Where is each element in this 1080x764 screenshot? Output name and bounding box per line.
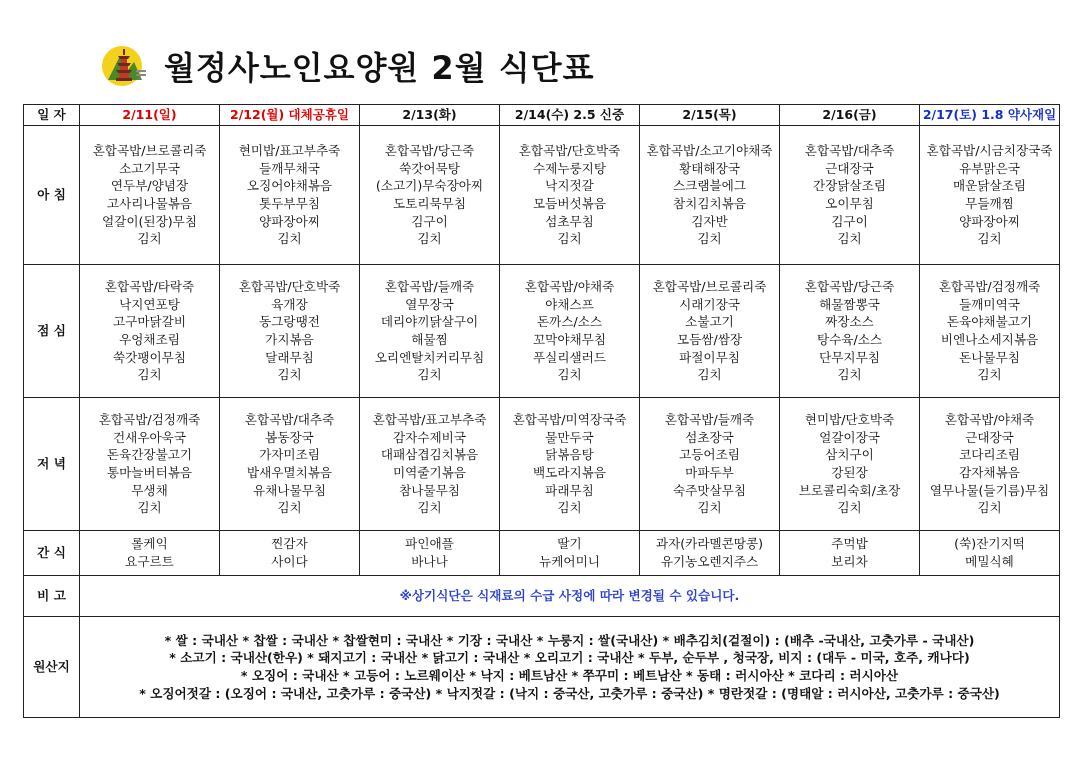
menu-cell bbox=[920, 398, 1060, 531]
date-sat: 2/17(토) 1.8 약사재일 bbox=[920, 105, 1060, 126]
dinner-row bbox=[24, 398, 1060, 531]
menu-item: 양파장아찌 bbox=[259, 213, 320, 229]
menu-item: 동그랑땡전 bbox=[259, 314, 320, 330]
note-label: 비 고 bbox=[24, 576, 80, 617]
menu-item: 모듬버섯볶음 bbox=[533, 196, 606, 211]
menu-item: 백도라지볶음 bbox=[533, 465, 606, 480]
menu-item: 오이무침 bbox=[825, 196, 874, 211]
menu-item: 혼합곡밥/시금치장국죽 bbox=[926, 143, 1053, 159]
menu-item: (소고기)무숙장아찌 bbox=[375, 178, 484, 194]
menu-item: 들깨무채국 bbox=[259, 160, 320, 176]
menu-item: 김치 bbox=[137, 231, 162, 247]
menu-item: 유부맑은국 bbox=[959, 160, 1020, 176]
menu-item: 김치 bbox=[277, 367, 302, 383]
menu-item: 현미밥/단호박죽 bbox=[804, 412, 895, 428]
menu-cell bbox=[500, 126, 640, 265]
menu-item: 해물짬뽕국 bbox=[819, 296, 880, 312]
menu-item: 탕수육/소스 bbox=[816, 332, 883, 347]
menu-cell bbox=[500, 265, 640, 398]
menu-item: 수제누룽지탕 bbox=[533, 160, 606, 176]
meal-plan-table bbox=[23, 104, 1060, 718]
menu-cell bbox=[780, 531, 920, 576]
menu-item: 푸실리샐러드 bbox=[533, 349, 606, 365]
menu-item: 김자반 bbox=[691, 213, 728, 229]
menu-item: 김치 bbox=[417, 367, 442, 383]
menu-cell bbox=[780, 265, 920, 398]
lunch-row bbox=[24, 265, 1060, 398]
menu-item: 우엉채조림 bbox=[119, 332, 180, 347]
menu-item: 롤케익 bbox=[131, 536, 168, 552]
menu-cell bbox=[220, 398, 360, 531]
menu-item: 미역줄기볶음 bbox=[393, 465, 466, 480]
menu-item: 유기농오렌지주스 bbox=[660, 554, 759, 569]
menu-item: 혼합곡밥/단호박죽 bbox=[238, 279, 341, 295]
menu-item: 김치 bbox=[697, 231, 722, 247]
menu-item: 근대장국 bbox=[965, 429, 1014, 445]
origin-line: * 오징어 : 국내산 * 고등어 : 노르웨이산 * 낙지 : 베트남산 * 쭈꾸미 : 베트남산 * 동태 : 러시아산 * 코다리 : 러시아산 bbox=[240, 668, 899, 683]
menu-item: 고등어조림 bbox=[679, 447, 740, 463]
menu-item: 무생채 bbox=[131, 482, 168, 498]
menu-item: 양파장아찌 bbox=[959, 213, 1020, 229]
menu-item: 얼갈이장국 bbox=[819, 429, 880, 445]
date-header-row bbox=[24, 105, 1060, 126]
snack-row bbox=[24, 531, 1060, 576]
temple-pagoda-logo-icon bbox=[98, 40, 150, 92]
menu-item: 열무장국 bbox=[405, 296, 454, 312]
menu-item: 꼬막야채무침 bbox=[533, 332, 606, 347]
menu-item: 찐감자 bbox=[271, 536, 308, 552]
menu-cell bbox=[80, 531, 220, 576]
menu-item: 감자채볶음 bbox=[959, 465, 1020, 480]
menu-item: 혼합곡밥/소고기야채죽 bbox=[646, 143, 773, 159]
menu-cell bbox=[640, 126, 780, 265]
menu-item: 김구이 bbox=[411, 213, 448, 229]
menu-cell bbox=[360, 126, 500, 265]
menu-item: 매운닭살조림 bbox=[953, 178, 1026, 194]
page-header bbox=[98, 36, 595, 96]
date-fri: 2/16(금) bbox=[780, 105, 920, 126]
menu-item: 시래기장국 bbox=[679, 296, 740, 312]
menu-item: 무들깨찜 bbox=[965, 196, 1014, 211]
menu-item: 짜장소스 bbox=[825, 314, 874, 330]
note-text: ※상기식단은 식재료의 수급 사정에 따라 변경될 수 있습니다. bbox=[80, 576, 1060, 617]
origin-row bbox=[24, 617, 1060, 718]
dinner-label: 저 녁 bbox=[24, 398, 80, 531]
menu-item: 쑥갓팽이무침 bbox=[113, 349, 186, 365]
menu-item: 돈나물무침 bbox=[959, 349, 1020, 365]
menu-item: 김구이 bbox=[831, 213, 868, 229]
menu-item: 김치 bbox=[417, 231, 442, 247]
snack-label: 간 식 bbox=[24, 531, 80, 576]
menu-cell bbox=[220, 531, 360, 576]
menu-item: 돈까스/소스 bbox=[536, 314, 603, 330]
menu-item: 과자(카라멜콘땅콩) bbox=[655, 536, 764, 552]
menu-item: 혼합곡밥/당근죽 bbox=[384, 143, 475, 159]
breakfast-row bbox=[24, 126, 1060, 265]
menu-item: 돈육야채불고기 bbox=[946, 314, 1033, 330]
menu-item: 혼합곡밥/타락죽 bbox=[104, 279, 195, 295]
menu-item: 혼합곡밥/대추죽 bbox=[804, 143, 895, 159]
menu-item: 닭볶음탕 bbox=[545, 447, 594, 463]
origin-line: * 소고기 : 국내산(한우) * 돼지고기 : 국내산 * 닭고기 : 국내산 * 오리고기 : 국내산 * 두부, 순두부 , 청국장, 비지 : (대두 - 미국, 호주, 캐나다) bbox=[169, 650, 970, 666]
menu-item: 톳두부무침 bbox=[259, 196, 320, 211]
menu-item: 유채나물무침 bbox=[253, 482, 326, 498]
menu-cell bbox=[360, 531, 500, 576]
menu-item: 혼합곡밥/브로콜리죽 bbox=[652, 279, 767, 295]
menu-item: 김치 bbox=[557, 367, 582, 383]
menu-item: 혼합곡밥/단호박죽 bbox=[518, 143, 621, 159]
origin-line: * 쌀 : 국내산 * 찹쌀 : 국내산 * 찹쌀현미 : 국내산 * 기장 : 국내산 * 누룽지 : 쌀(국내산) * 배추김치(겉절이) : (배추 -국내산, 고춧가루 - 국내산) bbox=[164, 632, 975, 648]
menu-item: 바나나 bbox=[411, 554, 448, 569]
menu-item: 강된장 bbox=[831, 465, 868, 480]
menu-item: 김치 bbox=[837, 500, 862, 516]
breakfast-label: 아 침 bbox=[24, 126, 80, 265]
menu-item: (쑥)잔기지떡 bbox=[954, 536, 1025, 552]
menu-item: 건새우아욱국 bbox=[113, 429, 186, 445]
menu-cell bbox=[920, 531, 1060, 576]
menu-item: 모듬쌈/쌈장 bbox=[676, 332, 743, 347]
menu-item: 연두부/양념장 bbox=[110, 178, 189, 194]
menu-item: 삼치구이 bbox=[825, 447, 874, 463]
date-mon: 2/12(월) 대체공휴일 bbox=[220, 105, 360, 126]
menu-item: 오징어야채볶음 bbox=[246, 178, 333, 194]
menu-cell bbox=[640, 265, 780, 398]
menu-item: 혼합곡밥/미역장국죽 bbox=[512, 412, 627, 428]
menu-item: 섬초무침 bbox=[545, 213, 594, 229]
menu-item: 스크램블에그 bbox=[673, 178, 746, 194]
menu-item: 브로콜리숙회/초장 bbox=[798, 482, 901, 498]
menu-item: 김치 bbox=[837, 367, 862, 383]
menu-item: 파래무침 bbox=[545, 482, 594, 498]
menu-cell bbox=[360, 398, 500, 531]
menu-cell bbox=[640, 531, 780, 576]
origin-info bbox=[80, 617, 1060, 718]
menu-item: 메밀식혜 bbox=[965, 554, 1014, 569]
menu-item: 김치 bbox=[977, 231, 1002, 247]
menu-item: 낙지젓갈 bbox=[545, 178, 594, 194]
menu-item: 김치 bbox=[137, 500, 162, 516]
date-thu: 2/15(목) bbox=[640, 105, 780, 126]
menu-item: 혼합곡밥/당근죽 bbox=[804, 279, 895, 295]
menu-item: 봄동장국 bbox=[265, 429, 314, 445]
date-wed: 2/14(수) 2.5 신중 bbox=[500, 105, 640, 126]
menu-item: 가지볶음 bbox=[265, 332, 314, 347]
menu-item: 참나물무침 bbox=[399, 482, 460, 498]
menu-cell bbox=[80, 398, 220, 531]
menu-item: 비엔나소세지볶음 bbox=[940, 332, 1039, 347]
menu-item: 혼합곡밥/표고부추죽 bbox=[372, 412, 487, 428]
menu-item: 달래무침 bbox=[265, 349, 314, 365]
note-row bbox=[24, 576, 1060, 617]
menu-cell bbox=[640, 398, 780, 531]
menu-item: 김치 bbox=[557, 231, 582, 247]
menu-item: 소불고기 bbox=[685, 314, 734, 330]
menu-item: 통마늘버터볶음 bbox=[106, 465, 193, 480]
menu-item: 오리엔탈치커리무침 bbox=[374, 349, 485, 365]
menu-cell bbox=[360, 265, 500, 398]
menu-cell bbox=[920, 265, 1060, 398]
menu-item: 김치 bbox=[697, 367, 722, 383]
menu-item: 혼합곡밥/브로콜리죽 bbox=[92, 143, 207, 159]
menu-item: 뉴케어미니 bbox=[539, 554, 600, 569]
menu-item: 딸기 bbox=[557, 536, 582, 552]
menu-item: 데리야끼닭살구이 bbox=[380, 314, 479, 330]
date-tue: 2/13(화) bbox=[360, 105, 500, 126]
menu-item: 주먹밥 bbox=[831, 536, 868, 552]
menu-item: 혼합곡밥/검정깨죽 bbox=[938, 279, 1041, 295]
menu-item: 야채스프 bbox=[545, 296, 594, 312]
menu-cell bbox=[500, 398, 640, 531]
menu-item: 김치 bbox=[417, 500, 442, 516]
menu-item: 혼합곡밥/야채죽 bbox=[524, 279, 615, 295]
menu-cell bbox=[80, 126, 220, 265]
lunch-label: 점 심 bbox=[24, 265, 80, 398]
origin-label: 원산지 bbox=[24, 617, 80, 718]
menu-item: 단무지무침 bbox=[819, 349, 880, 365]
menu-item: 간장닭살조림 bbox=[813, 178, 886, 194]
menu-cell bbox=[220, 126, 360, 265]
menu-item: 물만두국 bbox=[545, 429, 594, 445]
menu-item: 감자수제비국 bbox=[393, 429, 466, 445]
menu-item: 근대장국 bbox=[825, 160, 874, 176]
menu-item: 파인애플 bbox=[405, 536, 454, 552]
menu-cell bbox=[920, 126, 1060, 265]
menu-item: 고사리나물볶음 bbox=[106, 196, 193, 211]
menu-item: 열무나물(들기름)무침 bbox=[929, 482, 1050, 498]
page-title: 월정사노인요양원 2월 식단표 bbox=[164, 49, 595, 87]
origin-line: * 오징어젓갈 : (오징어 : 국내산, 고춧가루 : 중국산) * 낙지젓갈 : (낙지 : 중국산, 고춧가루 : 중국산) * 명란젓갈 : (명태알 : 러시아산, 고춧가루 : 중국산) bbox=[139, 685, 1000, 701]
menu-item: 밥새우멸치볶음 bbox=[246, 465, 333, 480]
menu-item: 혼합곡밥/들깨죽 bbox=[664, 412, 755, 428]
menu-cell bbox=[220, 265, 360, 398]
menu-item: 요구르트 bbox=[125, 554, 174, 569]
menu-item: 보리차 bbox=[831, 554, 868, 569]
menu-item: 섬초장국 bbox=[685, 429, 734, 445]
menu-item: 고구마닭갈비 bbox=[113, 314, 186, 330]
menu-item: 김치 bbox=[697, 500, 722, 516]
menu-item: 참치김치볶음 bbox=[673, 196, 746, 211]
menu-item: 소고기무국 bbox=[119, 160, 180, 176]
menu-item: 코다리조림 bbox=[959, 447, 1020, 463]
menu-item: 혼합곡밥/들깨죽 bbox=[384, 279, 475, 295]
menu-item: 사이다 bbox=[271, 554, 308, 569]
menu-item: 얼갈이(된장)무침 bbox=[102, 213, 197, 229]
menu-cell bbox=[80, 265, 220, 398]
menu-item: 황태해장국 bbox=[679, 160, 740, 176]
menu-item: 김치 bbox=[837, 231, 862, 247]
menu-item: 마파두부 bbox=[685, 465, 734, 480]
menu-item: 혼합곡밥/검정깨죽 bbox=[98, 412, 201, 428]
date-label: 일 자 bbox=[24, 105, 80, 126]
menu-item: 김치 bbox=[977, 367, 1002, 383]
menu-item: 파절이무침 bbox=[679, 349, 740, 365]
menu-item: 김치 bbox=[557, 500, 582, 516]
menu-item: 김치 bbox=[977, 500, 1002, 516]
menu-item: 도토리묵무침 bbox=[393, 196, 466, 211]
menu-cell bbox=[780, 126, 920, 265]
menu-item: 들깨미역국 bbox=[959, 296, 1020, 312]
menu-item: 숙주맛살무침 bbox=[673, 482, 746, 498]
menu-cell bbox=[500, 531, 640, 576]
menu-item: 혼합곡밥/대추죽 bbox=[244, 412, 335, 428]
menu-item: 김치 bbox=[137, 367, 162, 383]
menu-item: 돈육간장불고기 bbox=[106, 447, 193, 463]
menu-item: 쑥갓어묵탕 bbox=[399, 160, 460, 176]
menu-item: 낙지연포탕 bbox=[119, 296, 180, 312]
menu-item: 현미밥/표고부추죽 bbox=[238, 143, 341, 159]
menu-item: 김치 bbox=[277, 500, 302, 516]
menu-item: 가자미조림 bbox=[259, 447, 320, 463]
date-sun: 2/11(일) bbox=[80, 105, 220, 126]
menu-item: 혼합곡밥/야채죽 bbox=[944, 412, 1035, 428]
menu-item: 대패삼겹김치볶음 bbox=[380, 447, 479, 463]
menu-item: 해물찜 bbox=[411, 332, 448, 347]
menu-item: 김치 bbox=[277, 231, 302, 247]
menu-cell bbox=[780, 398, 920, 531]
menu-item: 육개장 bbox=[271, 296, 308, 312]
